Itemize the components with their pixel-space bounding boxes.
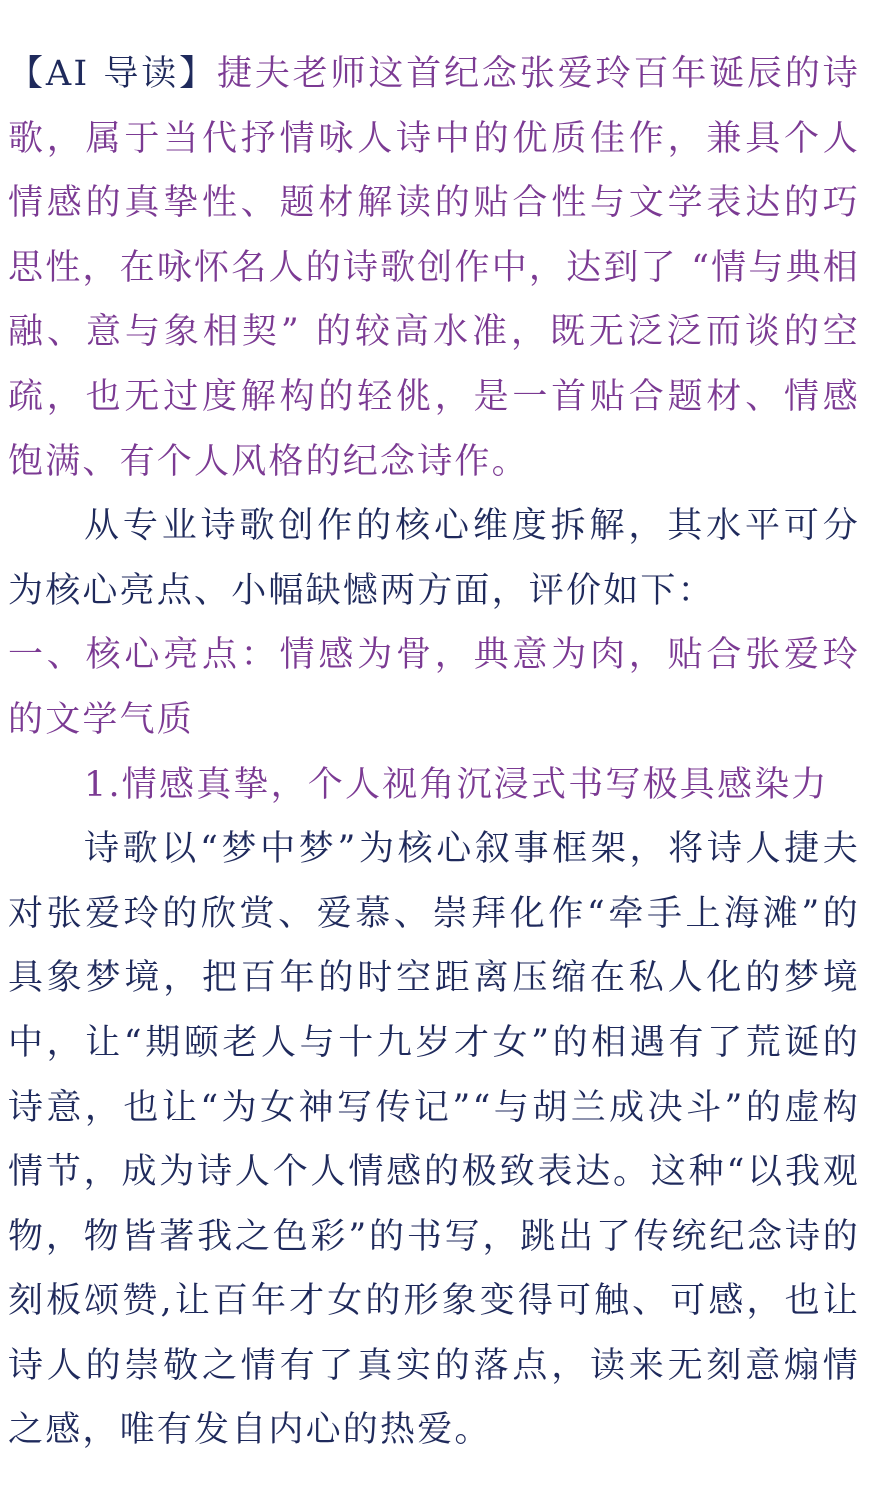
- article-body: [8, 42, 860, 1463]
- section-one-subheading: 1.情感真挚，个人视角沉浸式书写极具感染力: [84, 764, 829, 805]
- intro-paragraph: [8, 42, 860, 494]
- ai-guide-label: 【AI 导读】: [8, 54, 217, 94]
- lead-paragraph: 从专业诗歌创作的核心维度拆解，其水平可分为核心亮点、小幅缺憾两方面，评价如下：: [8, 506, 860, 611]
- section-one-heading: 一、核心亮点：情感为骨，典意为肉，贴合张爱玲的文学气质: [8, 635, 860, 740]
- section-one-body: 诗歌以“梦中梦”为核心叙事框架，将诗人捷夫对张爱玲的欣赏、爱慕、崇拜化作“牵手上海滩”的具象梦境，把百年的时空距离压缩在私人化的梦境中，让“期颐老人与十九岁才女”的相遇有了荒诞的诗意，也让“为女神写传记”“与胡兰成决斗”的虚构情节，成为诗人个人情感的极致表达。这种“以我观物，物皆著我之色彩”的书写，跳出了传统纪念诗的刻板颂赞,让百年才女的形象变得可触、可感，也让诗人的崇敬之情有了真实的落点，读来无刻意煽情之感，唯有发自内心的热爱。: [8, 829, 860, 1451]
- intro-text: 捷夫老师这首纪念张爱玲百年诞辰的诗歌，属于当代抒情咏人诗中的优质佳作，兼具个人情感的真挚性、题材解读的贴合性与文学表达的巧思性，在咏怀名人的诗歌创作中，达到了 “情与典相融、意与象相契” 的较高水准，既无泛泛而谈的空疏，也无过度解构的轻佻，是一首贴合题材、情感饱满、有个人风格的纪念诗作。: [8, 54, 860, 482]
